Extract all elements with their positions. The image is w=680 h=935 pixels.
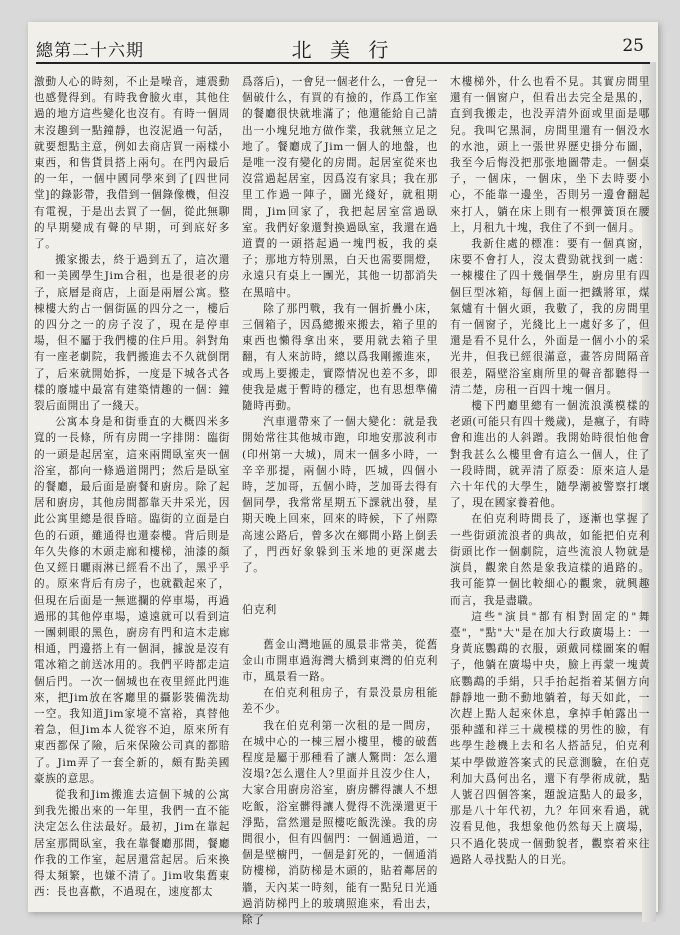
paragraph: 除了那門戰，我有一個折疊小床，三個箱子，因爲總搬來搬去，箱子里的東西也懶得拿出來，要用就去箱子里翻，有人來訪時，總以爲我剛搬進來，或馬上要搬走，實際情况也差不多，即使我是處于暫時的穩定，也有思想準備隨時再動。 (242, 302, 438, 413)
page-header (36, 30, 650, 64)
paragraph: 汽車還帶來了一個大變化：就是我開始常往其他城市跑，印地安那波利市(印州第一大城)，周末一個多小時，一辛辛那提，兩個小時，匹城，四個小時，芝加哥，五個小時，芝加哥去得有個同學，我常常星期五下課就出發，星期天晚上回來，回來的時候，下了州際高速公路后，曾多次在鄉間小路上倒丢了，門西好象躲到玉米地的更深處去了。 (242, 416, 438, 575)
page-number: 25 (622, 36, 644, 56)
issue-number: 總第二十六期 (36, 41, 144, 61)
section-heading: 伯克利 (242, 603, 277, 617)
column-3 (450, 74, 650, 909)
paragraph: 樓下門廳里總有一個流浪漢模樣的老頭(可能只有四十幾歲)，是瘋子，有時會和進出的人斜蹭。我開始時很怕他會對我甚么么樓里會有這么一個人，住了一段時間，就弄清了原委：原來這人是六十年代的大學生，隨學潮被警察打壞了，現在國家養着他。 (450, 400, 650, 510)
magazine-page (28, 22, 658, 926)
paragraph: 在伯克利時間長了，逐漸也掌握了一些街頭流浪者的典故，如能把伯克利街頭比作一個劇院，這些流浪人物就是演員，觀衆自然是象我這樣的過路的。我可能算一個比較細心的觀衆，就興趣而言，我是盡職。 (450, 513, 650, 607)
paragraph: 我新住處的標准：要有一個真窗，床要不會打人，沒太費勁就找到一處：一棟樓住了四十幾個學生，廚房里有四個巨型冰箱，每個上面一把鐵將軍，煤氣爐有十個火頭，我數了，我的房間里有一個窗子，光綫比上一處好多了，但還是看不見什么，外面是一個小小的采光井，但我已經很滿意，畫答房間隔音很差，隔壁浴室廁所里的聲音都聽得一清二楚，房租一百四十塊一個月。 (450, 238, 650, 396)
paragraph: 舊金山灣地區的風景非常美，從舊金山市開車過海灣大橋到東灣的伯克利市，風景看一路。 (242, 638, 438, 683)
paragraph: 公寓本身是和街垂直的大概四米多寬的一長條，所有房間一字排開：臨街的一頭是起居室，這來兩間臥室夾一個浴室，都向一條過道開門；然后是臥室的餐廳，最后面是廚餐和廚房。除了起居和廚房，其他房間都靠天井采光，因此公寓里總是很昏暗。臨街的立面是白色的石頭，雖通得也還泰樓。背后則是年久失修的木頭走廊和樓梯，油漆的顏色又經日曬雨淋已經看不出了，黑乎乎的。原來背后有房子，也就戳起來了，但現在后面是一無遮攔的停車場，再過過邢的其他停車場，遠遠就可以看到這一團刺眼的黑色，廚房有門和這木走廊相通，門邊搭上有一個洞，據說是沒有電冰箱之前送冰用的。我們平時都走這個后門。一次一個城也在夜里經此門進來，把Jim放在客廳里的攝影裝備洗劫一空。我知道Jim家境不富裕，真替他着急，但Jim本人從容不迫，原來所有東西都保了險，后來保險公司真的都賠了。Jim弄了一套全新的，頗有點美國豪族的意思。 (34, 416, 230, 785)
column-2 (242, 74, 438, 926)
paragraph: 我在伯克利第一次租的是一間房，在城中心的一棟三層小樓里，樓的破舊程度是屬于那種看了讓人驚問：怎么還沒塌?怎么還住人?里面并且沒少住人，大家合用廚房浴室，廚房髒得讓人不想吃飯，浴室髒得讓人覺得不洗澡還更干淨點，當然還是照樓吃飯洗澡。我的房間很小，但有四個門：一個通過道，一個是壁櫥門，一個是釘死的，一個通消防樓梯，消防梯是木頭的，貼着鄰居的牆，天內某一時刻，能有一點兒日光通過消防梯門上的玻璃照進來，看出去，除了 (242, 719, 438, 926)
paragraph: 爲落后)，一會兒一個老什么，一會兒一個破什么，有買的有撿的，作爲工作室的餐廳很快就堆滿了；他還能給自己請出一小塊兒地方做作業，我就無立足之地了。餐廳成了Jim一個人的地盤，也是唯一沒有變化的房間。起居室從來也沒當過起居室，因爲沒有家具；我在那里工作過一陣子，圖光綫好，就租期間，Jim回家了，我把起居室當過臥室。我們好象還對換過臥室，我還在過道賣的一頭搭起過一塊門板，我的桌子；那地方特別黑，白天也需要開燈，永遠只有桌上一團光，其他一切都消失在黑暗中。 (242, 76, 438, 299)
paragraph: 激動人心的時刻，不止是噪音，連震動也感覺得到。有時我會臉火車，其他住過的地方這些變化也沒有。有時一個周末沒趣到一點鐘靜，也沒泥過一句話，就要想點主意，例如去商店買一兩樣小東西，和售貨員搭上兩句。在門內最后的一年，一個中國同學來到了[四世同堂]的錄影帶，我借到一個錄像機，但沒有電視，于是出去買了一個，從此無聊的早期變成有聲的早期，可到底好多了。 (34, 76, 230, 251)
column-1 (34, 74, 230, 909)
paragraph: 從我和Jim搬進去這個下城的公寓到我先搬出來的一年里，我們一直不能決定怎么住法最好。最初，Jim在靠起居室那間臥室，我在靠餐廳那間，餐廳作我的工作室，起居還當起居。后來換得太頻繁，也嫌不清了。Jim收集舊東西：長也喜歡，不過現在，速度都太 (34, 788, 230, 899)
paragraph: 這些"演員"都有相對固定的"舞臺"，"點"大"是在加大行政廣場上：一身黃底鸚鵡的衣服，頭戴同樣圖案的帽子，他躺在廣場中央，臉上再蒙一塊黃底鸚鵡的手絹，只手抬起指着某個方向靜靜地一動不動地躺着，每天如此，一次趕上點人起來休息，拿掉手帕露出一張种謹和祥三十歲模樣的男性的臉，有些學生趁機上去和名人搭話兒，伯克利某中學做遊答案式的民意測驗，在伯克利加大爲何出名，還下有學術成就，點人號召四個答案，題說這點人的最多，那是八十年代初，九？年回來看過，就沒看見他，我想象他仍然每天上廣場，只不過化裝成一個動貌者，觀察着來往過路人尋找點人的日光。 (450, 610, 650, 866)
paragraph: 在伯克利租房子，有景没景房租能差不少。 (242, 687, 438, 716)
magazine-title: 北 美 行 (291, 38, 395, 62)
paragraph: 木樓梯外，什么也看不見。其實房間里還有一個窗户，但看出去完全是黑的，直到我搬走，也没弄清外面或里面是哪兒。我叫它黑洞，房間里還有一個没水的水池，頭上一張世界歷史掛分布圖，我至今后悔没把那张地圖帶走。一個桌子，一個床，一個床，坐下去時要小心，不能靠一邊坐，否則另一邊會翻起來打人，躺在床上則有一根彈簧頂在腰上，月租九十塊，我住了不到一個月。 (450, 76, 650, 234)
paragraph: 搬家搬去，終于過到五了，這次還和一美國學生Jim合租，也是很老的房子，底層是商店，上面是兩層公寓。整棟樓大約占一個街區的四分之一，樓后的四分之一的房子沒了，現在是停車場，但不屬于我們樓的住戶用。斜對角有一座老劇院，我們搬進去不久就倒閉了，后來就開始拆，一度是下城各式各樣的廢墟中最富有建築情趣的一個：鐘裂后面開出了一綫天。 (34, 254, 230, 413)
